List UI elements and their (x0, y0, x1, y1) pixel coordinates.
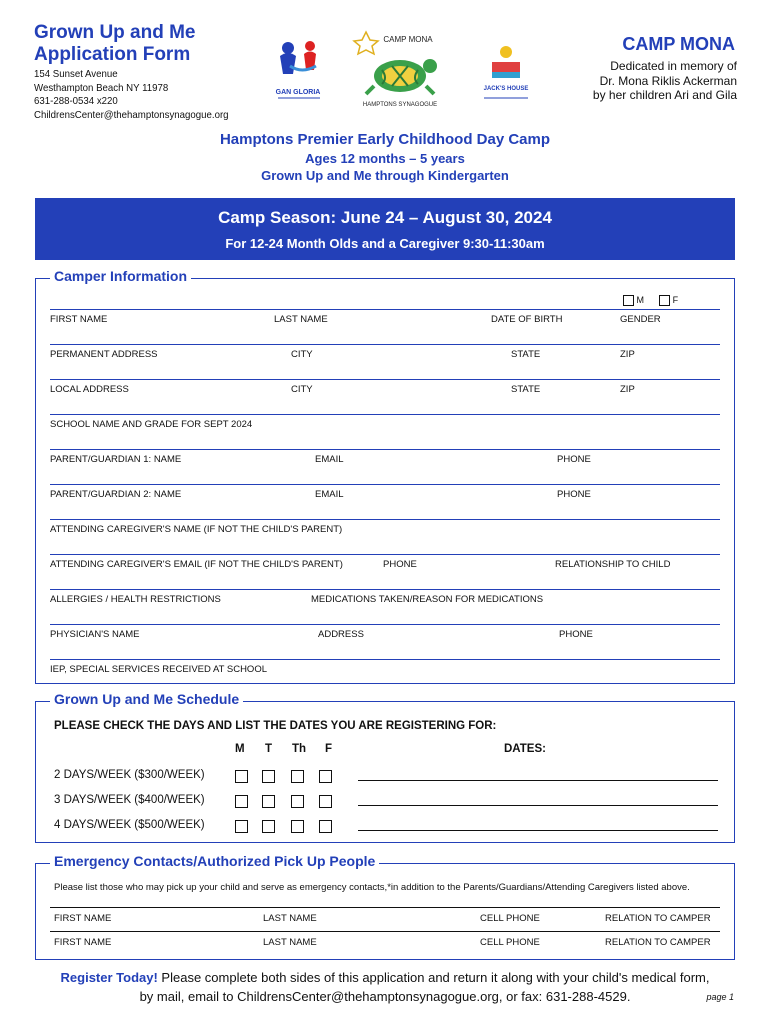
gender-m-label: M (636, 295, 645, 305)
camp-name: CAMP MONA (622, 34, 735, 54)
option-4-th-checkbox[interactable] (291, 820, 304, 833)
field-row-health[interactable] (50, 589, 720, 590)
option-3-dates-field[interactable] (358, 805, 718, 806)
hamptons-synagogue-text: HAMPTONS SYNAGOGUE (362, 102, 438, 108)
medications-label: MEDICATIONS TAKEN/REASON FOR MEDICATIONS (311, 594, 544, 605)
field-row-name[interactable] (50, 309, 720, 310)
emergency-1-relation-label: RELATION TO CAMPER (605, 913, 711, 924)
contact-address (34, 68, 229, 122)
title-line-2: Application Form (34, 44, 191, 65)
gender-label: GENDER (620, 314, 661, 325)
gender-f-checkbox[interactable] (659, 295, 670, 306)
age-range: Ages 12 months – 5 years (305, 151, 465, 166)
dedication-line-2: Dr. Mona Riklis Ackerman (599, 73, 737, 88)
emergency-1-cell-label: CELL PHONE (480, 913, 540, 924)
register-today: Register Today! (60, 970, 158, 985)
state-label: STATE (511, 349, 541, 360)
option-2-days-checkboxes (235, 768, 332, 786)
local-zip-label: ZIP (620, 384, 635, 395)
dedication-line-1: Dedicated in memory of (610, 59, 737, 73)
emergency-contacts-section (35, 853, 735, 960)
field-row-caregiver-email[interactable] (50, 554, 720, 555)
day-header-m: M (235, 743, 245, 755)
option-3-th-checkbox[interactable] (291, 795, 304, 808)
footer-instructions: Please complete both sides of this application and return it along with your child's medical form, (157, 970, 710, 985)
emergency-2-relation-label: RELATION TO CAMPER (605, 937, 711, 948)
day-header-th: Th (292, 743, 307, 755)
season-dates: Camp Season: June 24 – August 30, 2024 (218, 208, 552, 227)
permanent-address-label: PERMANENT ADDRESS (50, 349, 158, 360)
city-label: CITY (291, 349, 313, 360)
local-city-label: CITY (291, 384, 313, 395)
option-2-dates-field[interactable] (358, 780, 718, 781)
caregiver-email-label: ATTENDING CAREGIVER'S EMAIL (IF NOT THE CHILD'S PARENT) (50, 559, 343, 570)
schedule-instruction: PLEASE CHECK THE DAYS AND LIST THE DATES YOU ARE REGISTERING FOR: (54, 720, 497, 732)
dedication-line-3: by her children Ari and Gila (592, 88, 737, 102)
option-4-days-checkboxes (235, 818, 332, 836)
emergency-2-cell-label: CELL PHONE (480, 937, 540, 948)
parent-2-name-label: PARENT/GUARDIAN 2: NAME (50, 489, 182, 500)
emergency-legend: Emergency Contacts/Authorized Pick Up People (50, 853, 379, 869)
contact-email[interactable]: ChildrensCenter@thehamptonsynagogue.org (34, 108, 229, 121)
caregiver-phone-label: PHONE (383, 559, 417, 570)
option-4-t-checkbox[interactable] (262, 820, 275, 833)
last-name-label: LAST NAME (274, 314, 328, 325)
option-3-t-checkbox[interactable] (262, 795, 275, 808)
option-2-m-checkbox[interactable] (235, 770, 248, 783)
emergency-1-last-name-label: LAST NAME (263, 913, 317, 924)
option-3-f-checkbox[interactable] (319, 795, 332, 808)
camper-information-legend: Camper Information (50, 268, 191, 284)
schedule-legend: Grown Up and Me Schedule (50, 691, 243, 707)
season-subtitle: For 12-24 Month Olds and a Caregiver 9:30-11:30am (225, 236, 545, 251)
dob-label: DATE OF BIRTH (491, 314, 563, 325)
option-2-f-checkbox[interactable] (319, 770, 332, 783)
option-2-days-label: 2 DAYS/WEEK ($300/WEEK) (54, 769, 205, 781)
emergency-row-1[interactable] (50, 907, 720, 908)
allergies-label: ALLERGIES / HEALTH RESTRICTIONS (50, 594, 221, 605)
emergency-note: Please list those who may pick up your child and serve as emergency contacts,*in addition to the Parents/Guardians/Attending Caregivers listed above. (54, 882, 690, 893)
option-4-m-checkbox[interactable] (235, 820, 248, 833)
zip-label: ZIP (620, 349, 635, 360)
emergency-2-first-name-label: FIRST NAME (54, 937, 112, 948)
emergency-2-last-name-label: LAST NAME (263, 937, 317, 948)
dedication (593, 59, 737, 103)
headline: Hamptons Premier Early Childhood Day Camp (219, 131, 551, 148)
option-4-days-label: 4 DAYS/WEEK ($500/WEEK) (54, 819, 205, 831)
camp-mona-logo (354, 32, 437, 108)
option-3-m-checkbox[interactable] (235, 795, 248, 808)
option-4-f-checkbox[interactable] (319, 820, 332, 833)
iep-label: IEP, SPECIAL SERVICES RECEIVED AT SCHOOL (50, 664, 267, 675)
footer-line-1 (0, 970, 770, 985)
school-label: SCHOOL NAME AND GRADE FOR SEPT 2024 (50, 419, 253, 430)
first-name-label: FIRST NAME (50, 314, 108, 325)
form-title (34, 22, 254, 66)
option-3-days-checkboxes (235, 793, 332, 811)
physician-address-label: ADDRESS (318, 629, 364, 640)
relationship-label: RELATIONSHIP TO CHILD (555, 559, 671, 570)
option-4-dates-field[interactable] (358, 830, 718, 831)
schedule-section (35, 691, 735, 843)
local-state-label: STATE (511, 384, 541, 395)
option-2-th-checkbox[interactable] (291, 770, 304, 783)
gender-m-checkbox[interactable] (623, 295, 634, 306)
parent-1-name-label: PARENT/GUARDIAN 1: NAME (50, 454, 182, 465)
field-row-caregiver-name[interactable] (50, 519, 720, 520)
camp-logos (270, 26, 550, 112)
emergency-1-first-name-label: FIRST NAME (54, 913, 112, 924)
season-banner (35, 198, 735, 260)
title-line-1: Grown Up and Me (34, 22, 196, 43)
field-row-parent-2[interactable] (50, 484, 720, 485)
field-row-parent-1[interactable] (50, 449, 720, 450)
gan-gloria-text: GAN GLORIA (275, 89, 321, 96)
physician-label: PHYSICIAN'S NAME (50, 629, 140, 640)
field-row-permanent-address[interactable] (50, 344, 720, 345)
field-row-iep[interactable] (50, 659, 720, 660)
gender-checkboxes (623, 295, 678, 306)
parent-1-email-label: EMAIL (315, 454, 344, 465)
camper-information-section (35, 268, 735, 684)
parent-2-email-label: EMAIL (315, 489, 344, 500)
camp-mona-text: CAMP MONA (383, 35, 433, 44)
day-header-t: T (265, 743, 273, 755)
jacks-house-text: JACK'S HOUSE (483, 86, 529, 92)
field-row-school[interactable] (50, 414, 720, 415)
field-row-local-address[interactable] (50, 379, 720, 380)
parent-2-phone-label: PHONE (557, 489, 591, 500)
dates-header: DATES: (504, 743, 546, 755)
page-number: page 1 (706, 992, 734, 1002)
emergency-row-2[interactable] (50, 931, 720, 932)
gan-gloria-logo (276, 41, 321, 98)
field-row-physician[interactable] (50, 624, 720, 625)
address-line-2: Westhampton Beach NY 11978 (34, 81, 169, 94)
program-range: Grown Up and Me through Kindergarten (261, 168, 509, 183)
contact-phone: 631-288-0534 x220 (34, 95, 118, 107)
gender-f-label: F (672, 295, 679, 305)
parent-1-phone-label: PHONE (557, 454, 591, 465)
address-line-1: 154 Sunset Avenue (34, 68, 118, 80)
physician-phone-label: PHONE (559, 629, 593, 640)
footer-line-2: by mail, email to ChildrensCenter@thehamptonsynagogue.org, or fax: 631-288-4529. (139, 989, 631, 1004)
caregiver-name-label: ATTENDING CAREGIVER'S NAME (IF NOT THE CHILD'S PARENT) (50, 524, 343, 535)
jacks-house-logo (484, 46, 529, 98)
option-3-days-label: 3 DAYS/WEEK ($400/WEEK) (54, 794, 205, 806)
day-header-f: F (325, 743, 333, 755)
option-2-t-checkbox[interactable] (262, 770, 275, 783)
local-address-label: LOCAL ADDRESS (50, 384, 129, 395)
